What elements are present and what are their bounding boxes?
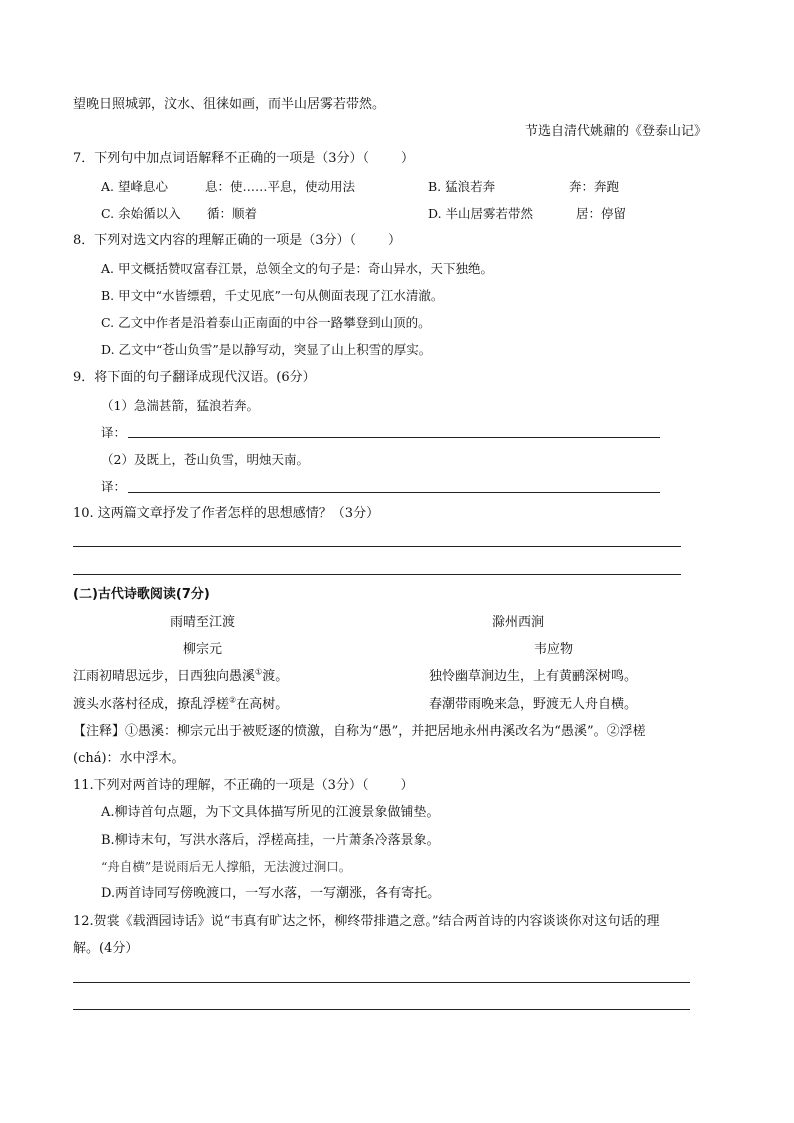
q12-answer-line-1[interactable] bbox=[73, 982, 690, 983]
q9-sentence-1: （1）急湍甚箭，猛浪若奔。 bbox=[101, 398, 259, 413]
q7-option-b-label: B. 猛浪若奔 bbox=[428, 179, 496, 194]
question-10-stem: 10. 这两篇文章抒发了作者怎样的思想感情？（3分） bbox=[73, 506, 380, 521]
q8-option-c: C. 乙文中作者是沿着泰山正南面的中谷一路攀登到山顶的。 bbox=[101, 315, 431, 330]
q8-option-a: A. 甲文概括赞叹富春江景，总领全文的句子是：奇山异水，天下独绝。 bbox=[101, 261, 493, 276]
poem-2-author: 韦应物 bbox=[534, 642, 574, 657]
poem-1-line-2-text: 渡头水落村径成，撩乱浮槎 bbox=[73, 697, 230, 712]
question-9-stem: 9．将下面的句子翻译成现代汉语。(6分） bbox=[73, 370, 316, 385]
poem-2-title: 滁州西涧 bbox=[492, 615, 545, 630]
q10-answer-line-2[interactable] bbox=[73, 574, 681, 575]
poem-1-line-1 bbox=[73, 669, 288, 685]
question-7-close: ） bbox=[401, 151, 415, 166]
question-12-stem-line-1: 12.贺裳《载酒园诗话》说“韦真有旷达之怀，柳终带排遣之意。”结合两首诗的内容谈谈你对这句话的理 bbox=[73, 914, 660, 929]
q11-option-b: B.柳诗末句，写洪水落后，浮槎高挂，一片萧条冷落景象。 bbox=[101, 833, 440, 848]
question-7-stem bbox=[73, 151, 414, 167]
question-11-stem bbox=[73, 778, 413, 794]
q9-answer-2-label: 译： bbox=[101, 479, 127, 494]
question-11-close: ） bbox=[400, 778, 414, 793]
q7-option-a-label: A. 望峰息心 bbox=[101, 179, 168, 194]
passage-source: 节选自清代姚鼐的《登泰山记》 bbox=[525, 124, 708, 139]
poem-2-line-1: 独怜幽草涧边生，上有黄鹂深树鸣。 bbox=[429, 669, 638, 684]
question-11-text: 11.下列对两首诗的理解，不正确的一项是（3分）（ bbox=[73, 778, 369, 793]
q10-answer-line-1[interactable] bbox=[73, 546, 681, 547]
annotation-line-1: 【注释】①愚溪：柳宗元出于被贬逐的愤激，自称为“愚”，并把居地永州冉溪改名为“愚溪”。②浮槎 bbox=[73, 724, 646, 739]
q8-option-b: B. 甲文中“水皆缥碧，千丈见底”一句从侧面表现了江水清澈。 bbox=[101, 288, 444, 303]
q7-option-c-gloss: 循：顺着 bbox=[207, 206, 258, 221]
passage-last-line: 望晚日照城郭，汶水、徂徕如画，而半山居雾若带然。 bbox=[73, 97, 386, 112]
q11-option-d: D.两首诗同写傍晚渡口，一写水落，一写潮涨，各有寄托。 bbox=[101, 886, 441, 901]
poem-1-line-1-end: 渡。 bbox=[262, 669, 289, 684]
q8-option-d: D. 乙文中“苍山负雪”是以静写动，突显了山上积雪的厚实。 bbox=[101, 342, 432, 357]
question-8-text: 8．下列对选文内容的理解正确的一项是（3分）（ bbox=[73, 233, 357, 248]
annotation-line-2: (chá)：水中浮木。 bbox=[73, 751, 185, 766]
q7-option-c-label: C. 余始循以入 bbox=[101, 206, 181, 221]
q7-option-b-gloss: 奔：奔跑 bbox=[569, 179, 620, 194]
q11-option-a: A.柳诗首句点题，为下文具体描写所见的江渡景象做铺垫。 bbox=[101, 805, 440, 820]
q11-option-c: “舟自横”是说雨后无人撑船，无法渡过涧口。 bbox=[101, 859, 352, 874]
poem-1-author: 柳宗元 bbox=[183, 642, 223, 657]
q7-option-d-label: D. 半山居雾若带然 bbox=[428, 206, 534, 221]
footnote-marker-1: ① bbox=[255, 667, 263, 677]
question-12-stem-line-2: 解。(4分） bbox=[73, 941, 139, 956]
q12-answer-line-2[interactable] bbox=[73, 1009, 690, 1010]
poem-1-title: 雨晴至江渡 bbox=[170, 615, 236, 630]
question-8-close: ） bbox=[388, 233, 402, 248]
poem-2-line-2: 春潮带雨晚来急，野渡无人舟自横。 bbox=[429, 697, 638, 712]
section-2-heading: (二)古代诗歌阅读(7分) bbox=[73, 587, 210, 602]
q9-answer-1-line[interactable] bbox=[128, 437, 660, 438]
q9-sentence-2: （2）及既上，苍山负雪，明烛天南。 bbox=[101, 452, 309, 467]
poem-1-line-2-end: 在高树。 bbox=[236, 697, 289, 712]
q9-answer-1-label: 译： bbox=[101, 425, 127, 440]
question-7-text: 7．下列句中加点词语解释不正确的一项是（3分）（ bbox=[73, 151, 370, 166]
q7-option-a-gloss: 息：使……平息，使动用法 bbox=[205, 179, 356, 194]
q9-answer-2-line[interactable] bbox=[128, 492, 660, 493]
q7-option-d-gloss: 居：停留 bbox=[576, 206, 627, 221]
poem-1-line-1-text: 江雨初晴思远步，日西独向愚溪 bbox=[73, 669, 256, 684]
footnote-marker-2: ② bbox=[229, 695, 237, 705]
question-8-stem bbox=[73, 233, 401, 249]
poem-1-line-2 bbox=[73, 697, 288, 713]
